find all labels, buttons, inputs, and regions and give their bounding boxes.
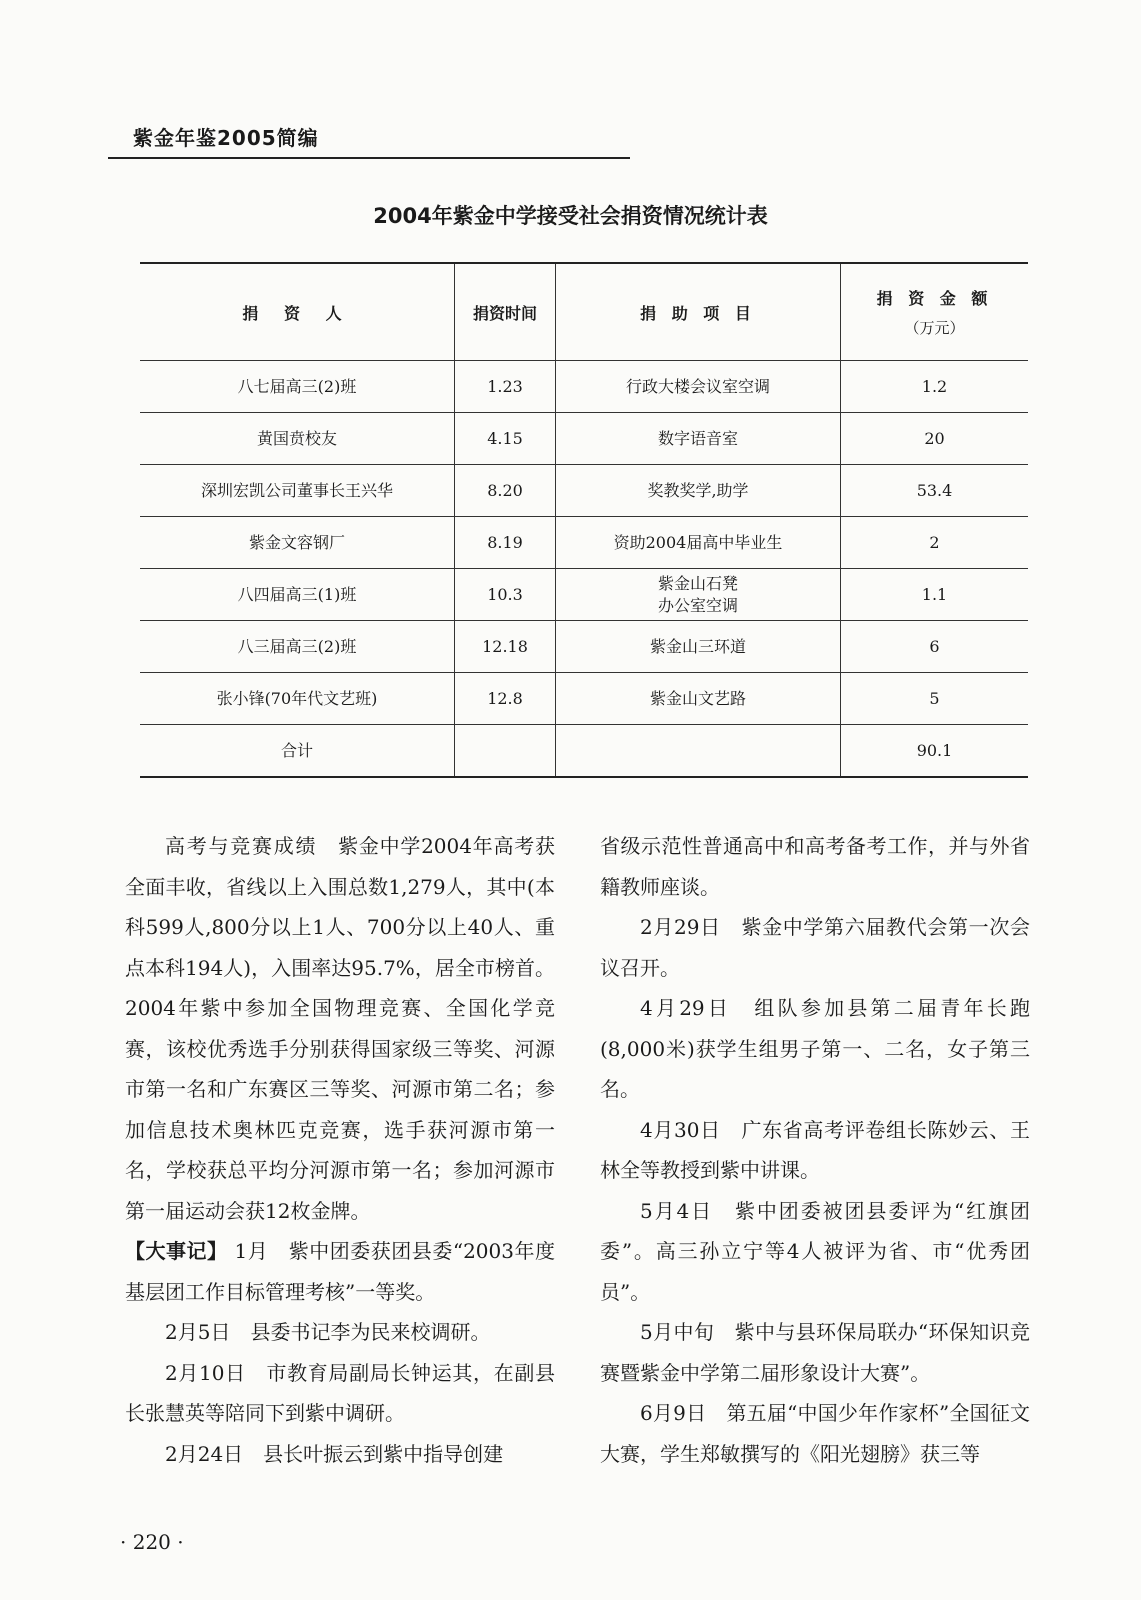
- cell-amount: 5: [841, 673, 1029, 725]
- table-row: [140, 413, 1028, 465]
- cell-donor: 八四届高三(1)班: [140, 569, 455, 621]
- table-header-row: [140, 263, 1028, 361]
- header-amount: [841, 263, 1029, 361]
- text-column-left: [125, 826, 555, 1474]
- cell-project: 数字语音室: [556, 413, 841, 465]
- paragraph-exam-results: [125, 826, 555, 1231]
- table-row: [140, 621, 1028, 673]
- table-title: 2004年紫金中学接受社会捐资情况统计表: [373, 204, 768, 228]
- event-entry: 2月29日 紫金中学第六届教代会第一次会议召开。: [600, 915, 1030, 980]
- cell-project: 紫金山文艺路: [556, 673, 841, 725]
- table-row: [140, 517, 1028, 569]
- running-head-title: 紫金年鉴2005简编: [133, 126, 319, 150]
- cell-donor: 张小锋(70年代文艺班): [140, 673, 455, 725]
- event-entry: 2月24日 县长叶振云到紫中指导创建: [165, 1441, 504, 1466]
- paragraph-events-intro: [125, 1231, 555, 1312]
- table-row: [140, 361, 1028, 413]
- event-entry: 2月10日 市教育局副局长钟运其，在副县长张慧英等陪同下到紫中调研。: [125, 1360, 555, 1425]
- header-donor: 捐 资 人: [140, 263, 455, 361]
- cell-donor: 深圳宏凯公司董事长王兴华: [140, 465, 455, 517]
- cell-amount: 53.4: [841, 465, 1029, 517]
- cell-donor: 八七届高三(2)班: [140, 361, 455, 413]
- cell-total-amount: 90.1: [841, 725, 1029, 778]
- cell-amount: 20: [841, 413, 1029, 465]
- cell-amount: 1.1: [841, 569, 1029, 621]
- event-entry: 4月29日 组队参加县第二届青年长跑(8,000米)获学生组男子第一、二名，女子第三名。: [600, 996, 1030, 1101]
- cell-amount: 6: [841, 621, 1029, 673]
- table-total-row: [140, 725, 1028, 778]
- event-entry: 4月30日 广东省高考评卷组长陈妙云、王林全等教授到紫中讲课。: [600, 1117, 1030, 1182]
- cell-date: 12.8: [455, 673, 556, 725]
- cell-project: 紫金山三环道: [556, 621, 841, 673]
- table-row: [140, 673, 1028, 725]
- page-number: · 220 ·: [120, 1530, 184, 1554]
- cell-date: 8.20: [455, 465, 556, 517]
- header-date: 捐资时间: [455, 263, 556, 361]
- table-row: [140, 465, 1028, 517]
- cell-date: 4.15: [455, 413, 556, 465]
- paragraph-text: 紫金中学2004年高考获全面丰收，省线以上入围总数1,279人，其中(本科599人,800分以上1人、700分以上40人、重点本科194人)，入围率达95.7%，居全市榜首。2004年紫中参加全国物理竞赛、全国化学竞赛，该校优秀选手分别获得国家级三等奖、河源市第一名和广东赛区三等奖、河源市第二名；参加信息技术奥林匹克竞赛，选手获河源市第一名，学校获总平均分河源市第一名；参加河源市第一届运动会获12枚金牌。: [125, 834, 556, 1223]
- event-entry: 5月4日 紫中团委被团县委评为“红旗团委”。高三孙立宁等4人被评为省、市“优秀团员”。: [600, 1198, 1030, 1304]
- donation-table: [140, 262, 1028, 778]
- cell-project: 紫金山石凳 办公室空调: [556, 569, 841, 621]
- cell-date: 10.3: [455, 569, 556, 621]
- cell-total-project: [556, 725, 841, 778]
- cell-total-label: 合计: [140, 725, 455, 778]
- event-entry: 6月9日 第五届“中国少年作家杯”全国征文大赛，学生郑敏撰写的《阳光翅膀》获三等: [600, 1401, 1030, 1466]
- event-entry: 2月5日 县委书记李为民来校调研。: [165, 1320, 491, 1344]
- header-amount-unit: （万元）: [904, 319, 965, 337]
- cell-donor: 紫金文容钢厂: [140, 517, 455, 569]
- text-column-right: [600, 826, 1030, 1474]
- cell-project: 资助2004届高中毕业生: [556, 517, 841, 569]
- paragraph-heading: 高考与竞赛成绩: [165, 834, 318, 858]
- cell-total-date: [455, 725, 556, 778]
- header-amount-label: 捐 资 金 额: [876, 289, 993, 308]
- cell-amount: 2: [841, 517, 1029, 569]
- cell-project: 行政大楼会议室空调: [556, 361, 841, 413]
- header-project: 捐 助 项 目: [556, 263, 841, 361]
- cell-donor: 黄国贲校友: [140, 413, 455, 465]
- event-entry: 5月中旬 紫中与县环保局联办“环保知识竞赛暨紫金中学第二届形象设计大赛”。: [600, 1320, 1030, 1385]
- cell-date: 8.19: [455, 517, 556, 569]
- cell-amount: 1.2: [841, 361, 1029, 413]
- cell-date: 12.18: [455, 621, 556, 673]
- header-rule: [108, 157, 630, 159]
- event-entry-continued: 省级示范性普通高中和高考备考工作，并与外省籍教师座谈。: [600, 834, 1030, 899]
- cell-date: 1.23: [455, 361, 556, 413]
- paragraph-text: 1月 紫中团委获团县委“2003年度基层团工作目标管理考核”一等奖。: [125, 1239, 555, 1304]
- table-row: [140, 569, 1028, 621]
- cell-project: 奖教奖学,助学: [556, 465, 841, 517]
- cell-donor: 八三届高三(2)班: [140, 621, 455, 673]
- section-heading-events: 【大事记】: [125, 1239, 228, 1263]
